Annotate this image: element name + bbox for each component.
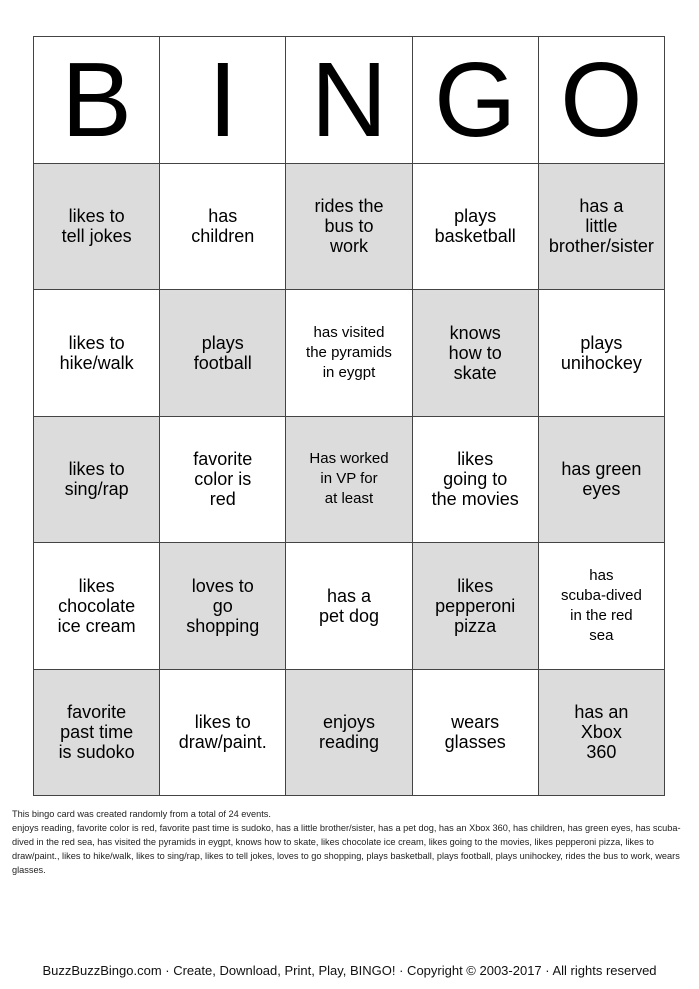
description-intro: This bingo card was created randomly from a total of 24 events. [12, 809, 271, 819]
bingo-cell: has green eyes [539, 417, 665, 544]
bingo-cell: wears glasses [413, 670, 539, 797]
bingo-cell: has an Xbox 360 [539, 670, 665, 797]
header-letter-n: N [286, 37, 412, 164]
bingo-cell: plays unihockey [539, 290, 665, 417]
bingo-cell: has a pet dog [286, 543, 412, 670]
header-letter-g: G [413, 37, 539, 164]
description-event-list: enjoys reading, favorite color is red, favorite past time is sudoko, has a little brother/sister, has a pet dog, has an Xbox 360, has children, has green eyes, has scuba-dived in the red sea, has visited the pyramids in eygpt, knows how to skate, likes chocolate ice cream, likes going to the movies, likes pepperoni pizza, likes to draw/paint., likes to hike/walk, likes to sing/rap, likes to tell jokes, loves to go shopping, plays basketball, plays football, plays unihockey, rides the bus to work, wears glasses. [12, 823, 681, 875]
bingo-cell: has visited the pyramids in eygpt [286, 290, 412, 417]
bingo-cell: has a little brother/sister [539, 164, 665, 291]
bingo-cell: likes going to the movies [413, 417, 539, 544]
bingo-cell: favorite color is red [160, 417, 286, 544]
bingo-cell: likes to sing/rap [34, 417, 160, 544]
header-letter-i: I [160, 37, 286, 164]
bingo-cell: likes to hike/walk [34, 290, 160, 417]
bingo-cell: rides the bus to work [286, 164, 412, 291]
header-letter-b: B [34, 37, 160, 164]
bingo-cell: Has worked in VP for at least [286, 417, 412, 544]
bingo-cell: enjoys reading [286, 670, 412, 797]
bingo-cell: knows how to skate [413, 290, 539, 417]
bingo-cell: likes pepperoni pizza [413, 543, 539, 670]
bingo-cell: loves to go shopping [160, 543, 286, 670]
bingo-cell: has scuba-dived in the red sea [539, 543, 665, 670]
page-footer: BuzzBuzzBingo.com · Create, Download, Print, Play, BINGO! · Copyright © 2003-2017 · All rights reserved [42, 963, 657, 978]
bingo-cell: favorite past time is sudoko [34, 670, 160, 797]
bingo-cell: likes to draw/paint. [160, 670, 286, 797]
bingo-cell: has children [160, 164, 286, 291]
bingo-card [33, 36, 665, 796]
bingo-cell: plays basketball [413, 164, 539, 291]
bingo-cell: plays football [160, 290, 286, 417]
card-description [12, 807, 692, 877]
bingo-grid [33, 36, 665, 796]
bingo-cell: likes chocolate ice cream [34, 543, 160, 670]
header-letter-o: O [539, 37, 665, 164]
bingo-cell: likes to tell jokes [34, 164, 160, 291]
